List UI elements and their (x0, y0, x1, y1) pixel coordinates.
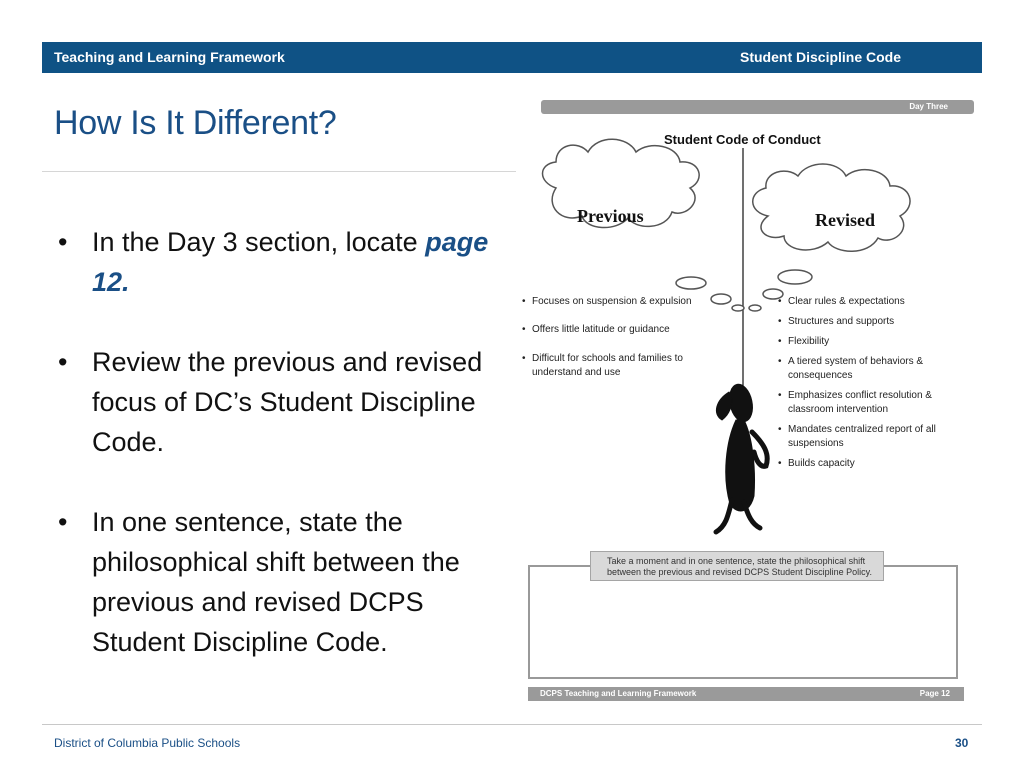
figure-footer-right: Page 12 (919, 689, 950, 698)
answer-box (528, 565, 958, 679)
figure-footer-left: DCPS Teaching and Learning Framework (540, 689, 697, 698)
list-item: • A tiered system of behaviors & consequences (778, 355, 974, 383)
list-item: • Difficult for schools and families to understand and use (522, 352, 722, 380)
footer-organization: District of Columbia Public Schools (54, 736, 241, 750)
page-title: How Is It Different? (54, 104, 337, 142)
prompt-line: Take a moment and in one sentence, state the philosophical shift (607, 556, 866, 566)
list-item: • Focuses on suspension & expulsion (522, 295, 722, 309)
thought-cloud-icon (749, 164, 910, 311)
list-item: • Structures and supports (778, 315, 974, 329)
bullet-item (56, 222, 506, 302)
title-divider (42, 171, 516, 172)
bullet-dot: • (58, 227, 68, 257)
list-item: • Emphasizes conflict resolution & classroom intervention (778, 389, 974, 417)
previous-label: Previous (577, 206, 644, 226)
worksheet-figure (516, 96, 978, 706)
list-item: • Clear rules & expectations (778, 295, 974, 309)
figure-top-bar-label: Day Three (909, 102, 948, 111)
footer-divider (42, 724, 982, 725)
list-item: • Mandates centralized report of all suspensions (778, 423, 974, 451)
header-bar (42, 42, 982, 73)
header-left-title: Teaching and Learning Framework (54, 49, 285, 65)
prompt-box (590, 551, 884, 581)
header-right-title: Student Discipline Code (740, 49, 902, 65)
list-item: • Builds capacity (778, 457, 974, 471)
bullet-dot: • (58, 507, 68, 537)
bullet-dot: • (58, 347, 68, 377)
bullet-item (56, 342, 506, 462)
thinking-figure-icon (716, 382, 767, 532)
previous-list (522, 295, 722, 380)
list-item: • Offers little latitude or guidance (522, 323, 722, 337)
list-item: • Flexibility (778, 335, 974, 349)
bullet-list (56, 222, 506, 702)
bullet-highlight: page 12. (92, 227, 489, 297)
figure-footer-bar (528, 687, 964, 701)
slide-number: 30 (955, 736, 969, 750)
bullet-text: In one sentence, state the philosophical shift between the previous and revised DCPS Student Discipline Code. (92, 507, 460, 657)
prompt-line: between the previous and revised DCPS Student Discipline Policy. (607, 567, 872, 577)
revised-label: Revised (815, 210, 875, 230)
bullet-text: Review the previous and revised focus of DC’s Student Discipline Code. (92, 347, 483, 457)
figure-heading: Student Code of Conduct (664, 132, 821, 147)
bullet-text: In the Day 3 section, locate (92, 227, 426, 257)
bullet-item (56, 502, 506, 662)
revised-list (778, 295, 974, 471)
